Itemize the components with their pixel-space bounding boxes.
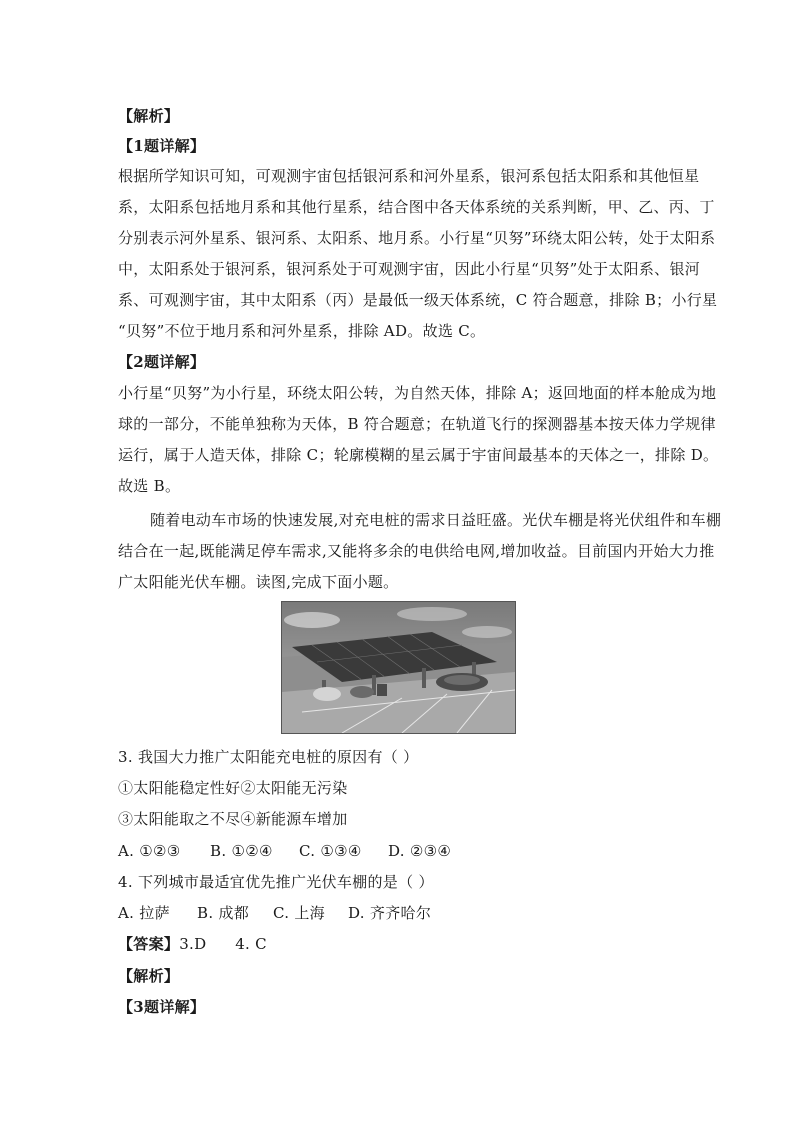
material-paragraph-line: 广太阳能光伏车棚。读图,完成下面小题。 [118, 573, 399, 591]
q1-explanation-line: 系，太阳系包括地月系和其他行星系，结合图中各天体系统的关系判断，甲、乙、丙、丁 [118, 198, 715, 216]
material-paragraph-line: 随着电动车市场的快速发展,对充电桩的需求日益旺盛。光伏车棚是将光伏组件和车棚 [150, 511, 722, 529]
q4-stem: 4. 下列城市最适宜优先推广光伏车棚的是（ ） [118, 873, 434, 891]
q3-option-c: C. ①③④ [299, 842, 362, 860]
q4-option-b: B. 成都 [197, 904, 250, 922]
q3-option-d: D. ②③④ [388, 842, 452, 860]
answer-q3: 3.D [179, 935, 207, 953]
q1-explanation-line: 根据所学知识可知，可观测宇宙包括银河系和河外星系，银河系包括太阳系和其他恒星 [118, 167, 700, 185]
material-paragraph-line: 结合在一起,既能满足停车需求,又能将多余的电供给电网,增加收益。目前国内开始大力推 [118, 542, 715, 560]
analysis-heading-2: 【解析】 [118, 967, 180, 985]
q1-detail-heading: 【1题详解】 [118, 137, 206, 155]
q2-explanation-line: 球的一部分，不能单独称为天体，B 符合题意；在轨道飞行的探测器基本按天体力学规律 [118, 415, 716, 433]
q1-explanation-line: 分别表示河外星系、银河系、太阳系、地月系。小行星“贝努”环绕太阳公转，处于太阳系 [118, 229, 716, 247]
q4-option-c: C. 上海 [273, 904, 325, 922]
q3-stem: 3. 我国大力推广太阳能充电桩的原因有（ ） [118, 748, 419, 766]
q4-option-a: A. 拉萨 [118, 904, 170, 922]
q2-detail-heading: 【2题详解】 [118, 353, 206, 371]
q2-explanation-line: 故选 B。 [118, 477, 181, 495]
q3-options [118, 841, 451, 861]
answer-q4: 4. C [235, 935, 267, 953]
analysis-heading: 【解析】 [118, 107, 180, 125]
q4-options [118, 903, 431, 923]
answer-line [118, 934, 267, 954]
q3-detail-heading: 【3题详解】 [118, 998, 206, 1016]
q3-option-a: A. ①②③ [118, 842, 181, 860]
q3-statement-line: ①太阳能稳定性好②太阳能无污染 [118, 779, 348, 797]
answer-label: 【答案】 [118, 935, 180, 953]
q4-option-d: D. 齐齐哈尔 [348, 904, 432, 922]
q1-explanation-line: “贝努”不位于地月系和河外星系，排除 AD。故选 C。 [118, 322, 486, 340]
q1-explanation-line: 中，太阳系处于银河系，银河系处于可观测宇宙，因此小行星“贝努”处于太阳系、银河 [118, 260, 701, 278]
solar-carport-photo [281, 601, 516, 734]
q2-explanation-line: 小行星“贝努”为小行星，环绕太阳公转，为自然天体，排除 A；返回地面的样本舱成为地 [118, 384, 717, 402]
q3-option-b: B. ①②④ [210, 842, 273, 860]
q1-explanation-line: 系、可观测宇宙，其中太阳系（丙）是最低一级天体系统，C 符合题意，排除 B；小行星 [118, 291, 718, 309]
q2-explanation-line: 运行，属于人造天体，排除 C；轮廓模糊的星云属于宇宙间最基本的天体之一，排除 D。 [118, 446, 719, 464]
q3-statement-line: ③太阳能取之不尽④新能源车增加 [118, 810, 348, 828]
